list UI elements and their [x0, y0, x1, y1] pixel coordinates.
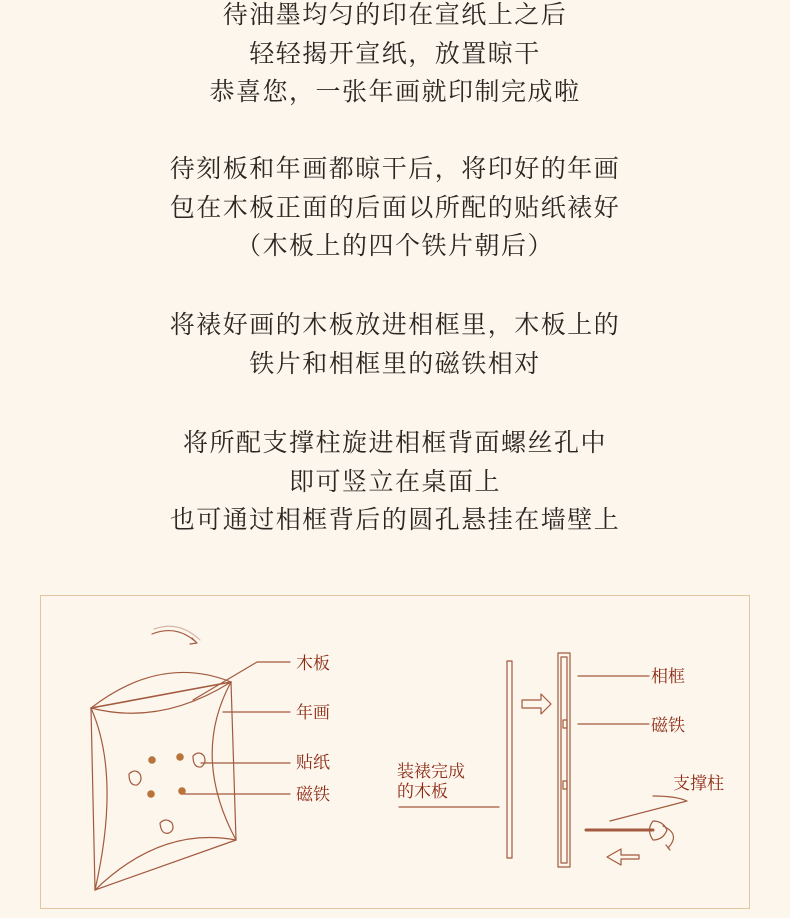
arrow-right-icon	[522, 694, 551, 714]
print-sheet-right-edge	[231, 682, 236, 840]
label-magnet-right: 磁铁	[651, 716, 685, 736]
instruction-line: 待刻板和年画都晾干后，将印好的年画	[169, 154, 621, 183]
mounted-board	[507, 661, 512, 858]
assembly-diagram-svg	[41, 596, 751, 910]
magnet-bottom	[563, 781, 567, 789]
arrow-left-icon	[607, 849, 639, 865]
board-inner-curve-right	[212, 682, 236, 840]
label-sticker: 贴纸	[296, 753, 330, 773]
frame-outer	[558, 653, 570, 867]
print-sheet-bottom	[95, 840, 236, 890]
label-board: 木板	[296, 654, 330, 674]
instruction-paragraph-1	[0, 0, 790, 112]
stand-rotate-icon	[663, 826, 673, 850]
leader-stand	[610, 796, 687, 821]
label-magnet-left: 磁铁	[296, 785, 330, 805]
assembly-diagram	[40, 595, 750, 909]
frame-inner	[561, 657, 567, 863]
instruction-line: 将裱好画的木板放进相框里，木板上的	[169, 310, 621, 339]
sticker-blob-right	[193, 753, 205, 767]
instruction-paragraph-2	[0, 150, 790, 266]
print-sheet-left-edge	[91, 708, 95, 890]
sticker-dot	[176, 753, 184, 761]
magnet-top	[563, 720, 567, 728]
sticker-blob-bottom	[160, 820, 173, 833]
label-frame: 相框	[651, 667, 685, 687]
instruction-line: 铁片和相框里的磁铁相对	[249, 348, 541, 378]
label-stand: 支撑柱	[673, 774, 724, 794]
rotate-arrow-body-icon	[154, 626, 200, 640]
board-front-edge	[91, 682, 231, 708]
instruction-paragraph-4	[0, 424, 790, 540]
sticker-dots	[147, 753, 186, 798]
instruction-line: 轻轻揭开宣纸，放置晾干	[249, 38, 541, 68]
leader-board	[193, 662, 290, 700]
sticker-dot	[178, 787, 186, 795]
instruction-line: 将所配支撑柱旋进相框背面螺丝孔中	[182, 428, 607, 457]
instruction-line: 包在木板正面的后面以所配的贴纸裱好	[169, 192, 621, 222]
label-mounted-line1: 装裱完成	[397, 762, 465, 782]
label-mounted-line2: 的木板	[397, 782, 448, 802]
instruction-line: 恭喜您，一张年画就印制完成啦	[209, 77, 581, 107]
instruction-line: 也可通过相框背后的圆孔悬挂在墙壁上	[169, 505, 621, 535]
instruction-line: 待油墨均匀的印在宣纸上之后	[222, 0, 568, 29]
sticker-dot	[148, 756, 156, 764]
label-print: 年画	[296, 703, 330, 723]
instruction-line: 即可竖立在桌面上	[288, 466, 501, 496]
sticker-blob-left	[129, 771, 141, 785]
instruction-line: （木板上的四个铁片朝后）	[235, 231, 554, 261]
instruction-paragraph-3	[0, 306, 790, 383]
sticker-dot	[147, 790, 155, 798]
